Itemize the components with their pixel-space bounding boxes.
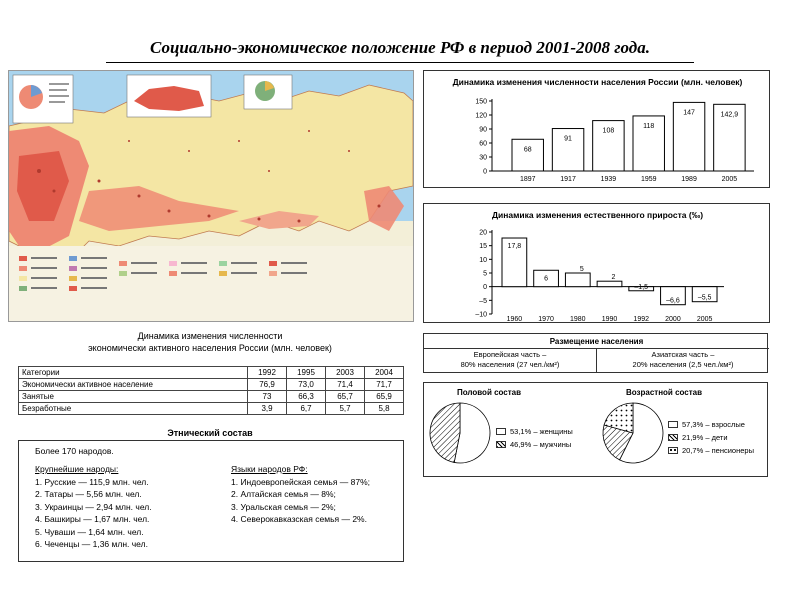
table-cell: Экономически активное население [19, 379, 248, 391]
table-header-cell: 2003 [326, 367, 365, 379]
bar [597, 281, 622, 286]
table-cell: Занятые [19, 391, 248, 403]
peoples-header: Крупнейшие народы: [35, 464, 119, 474]
placement-europe-label: Европейская часть – [473, 350, 547, 359]
y-tick-label: –10 [475, 311, 487, 319]
legend-label: 21,9% – дети [682, 433, 728, 442]
bar-value-label: –6,6 [666, 297, 680, 305]
list-item: 1. Русские — 115,9 млн. чел. [35, 476, 149, 487]
table-cell: 5,7 [326, 403, 365, 415]
y-tick-label: 120 [475, 112, 487, 120]
growth-bar-chart [424, 204, 769, 322]
age-structure-title: Возрастной состав [625, 388, 703, 397]
placement-title: Размещение населения [549, 337, 644, 346]
list-item: 4. Башкиры — 1,67 млн. чел. [35, 514, 150, 524]
y-tick-label: 90 [479, 126, 487, 134]
placement-asia [597, 350, 769, 370]
table-row [19, 379, 404, 391]
y-tick-label: 60 [479, 140, 487, 148]
bar-value-label: 6 [544, 275, 549, 283]
placement-asia-label: Азиатская часть – [651, 350, 715, 359]
growth-chart-title: Динамика изменения естественного прироста (‰) [491, 210, 704, 220]
bar-value-label: 68 [523, 146, 532, 154]
legend-item [668, 431, 754, 444]
employment-table-title [18, 330, 402, 354]
x-tick-label: 1917 [560, 176, 576, 183]
y-tick-label: 15 [479, 243, 487, 251]
table-cell: 6,7 [287, 403, 326, 415]
age-legend [668, 418, 754, 457]
bar-value-label: 5 [579, 266, 584, 273]
table-cell: 65,7 [326, 391, 365, 403]
growth-chart-panel [423, 203, 770, 323]
placement-panel [423, 333, 768, 373]
page-title: Социально-экономическое положение РФ в период 2001-2008 года. [150, 38, 650, 57]
pie-slice [430, 403, 460, 462]
list-item: 3. Уральская семья — 2%; [231, 501, 336, 512]
placement-europe [424, 350, 596, 370]
x-tick-label: 1960 [506, 316, 523, 322]
legend-swatch-pensioners [668, 447, 678, 454]
languages-header: Языки народов РФ: [231, 464, 308, 474]
list-item: 2. Алтайская семья — 8%; [231, 489, 336, 499]
x-tick-label: 1939 [600, 176, 617, 183]
employment-title-line2: экономически активного населения России (млн. человек) [88, 343, 332, 353]
employment-table-wrap [18, 366, 404, 415]
table-header-row [19, 367, 404, 379]
y-tick-label: 0 [483, 168, 487, 176]
table-cell: 71,7 [365, 379, 404, 391]
y-tick-label: 20 [479, 229, 487, 237]
sex-legend [496, 425, 573, 451]
list-item: 4. Северокавказская семья — 2%. [231, 514, 367, 524]
x-tick-label: 1990 [601, 316, 618, 322]
employment-title-line1: Динамика изменения численности [137, 331, 283, 341]
sex-pie-chart [430, 403, 490, 463]
y-tick-label: –5 [479, 297, 487, 305]
population-chart-panel [423, 70, 770, 188]
bar-value-label: 91 [564, 135, 572, 143]
x-tick-label: 1897 [519, 176, 536, 183]
legend-item [668, 418, 754, 431]
bar [565, 273, 590, 287]
table-row [19, 391, 404, 403]
legend-label: 46,9% – мужчины [510, 440, 572, 449]
table-cell: 73 [248, 391, 287, 403]
bar-value-label: 147 [683, 109, 695, 117]
y-tick-label: 150 [475, 98, 487, 106]
table-row [19, 403, 404, 415]
legend-label: 53,1% – женщины [510, 427, 573, 436]
list-item: 3. Украинцы — 2,94 млн. чел. [35, 501, 152, 512]
y-tick-label: 30 [479, 154, 487, 162]
table-cell: 76,9 [248, 379, 287, 391]
x-tick-label: 1970 [538, 316, 554, 322]
x-tick-label: 1992 [633, 316, 650, 322]
sex-structure-title: Половой состав [456, 388, 522, 397]
legend-label: 20,7% – пенсионеры [682, 446, 754, 455]
bar-value-label: –1,5 [634, 283, 649, 291]
legend-item [496, 425, 573, 438]
y-tick-label: 5 [483, 270, 487, 278]
table-header-cell: Категории [19, 367, 248, 379]
legend-swatch-children [668, 434, 678, 441]
table-header-cell: 2004 [365, 367, 404, 379]
table-cell: 65,9 [365, 391, 404, 403]
legend-swatch-women [496, 428, 506, 435]
bar-value-label: 2 [611, 274, 616, 282]
ethnic-panel [18, 440, 404, 562]
population-chart-title: Динамика изменения численности населения России (млн. человек) [452, 77, 743, 87]
table-cell: 5,8 [365, 403, 404, 415]
list-item: 2. Татары — 5,56 млн. чел. [35, 489, 142, 499]
legend-swatch-adults [668, 421, 678, 428]
y-tick-label: 10 [479, 256, 487, 264]
list-item: 5. Чуваши — 1,64 млн. чел. [35, 526, 144, 537]
bar-value-label: 118 [643, 122, 655, 130]
legend-label: 57,3% – взрослые [682, 420, 745, 429]
y-tick-label: 0 [483, 284, 487, 292]
bar [512, 139, 543, 171]
employment-table [18, 366, 404, 415]
bar-value-label: 17,8 [507, 243, 522, 251]
table-cell: 66,3 [287, 391, 326, 403]
peoples-list [35, 463, 215, 551]
table-header-cell: 1995 [287, 367, 326, 379]
list-item: 1. Индоевропейская семья — 87%; [231, 476, 371, 487]
x-tick-label: 2000 [665, 316, 681, 322]
title-underline [106, 62, 694, 63]
x-tick-label: 2005 [696, 316, 713, 322]
table-cell: Безработные [19, 403, 248, 415]
russia-population-map [8, 70, 414, 322]
list-item: 6. Чеченцы — 1,36 млн. чел. [35, 539, 148, 549]
placement-asia-detail: 20% населения (2,5 чел./км²) [632, 360, 734, 369]
population-bar-chart [424, 71, 769, 187]
bar-value-label: 142,9 [720, 111, 739, 119]
ethnic-title: Этнический состав [167, 428, 253, 438]
bar-value-label: –5,5 [697, 294, 712, 302]
languages-list [231, 463, 401, 526]
structure-panel [423, 382, 768, 477]
x-tick-label: 1959 [640, 176, 657, 183]
bar-value-label: 108 [602, 127, 615, 135]
map-image [9, 71, 413, 321]
x-tick-label: 1980 [570, 316, 586, 322]
x-tick-label: 1989 [681, 176, 697, 183]
x-tick-label: 2005 [721, 176, 738, 183]
placement-europe-detail: 80% населения (27 чел./км²) [460, 360, 560, 369]
table-cell: 71,4 [326, 379, 365, 391]
legend-swatch-men [496, 441, 506, 448]
age-pie-chart [603, 403, 663, 463]
table-cell: 3,9 [248, 403, 287, 415]
table-cell: 73,0 [287, 379, 326, 391]
legend-item [496, 438, 573, 451]
table-header-cell: 1992 [248, 367, 287, 379]
ethnic-intro: Более 170 народов. [35, 446, 114, 456]
legend-item [668, 444, 754, 457]
